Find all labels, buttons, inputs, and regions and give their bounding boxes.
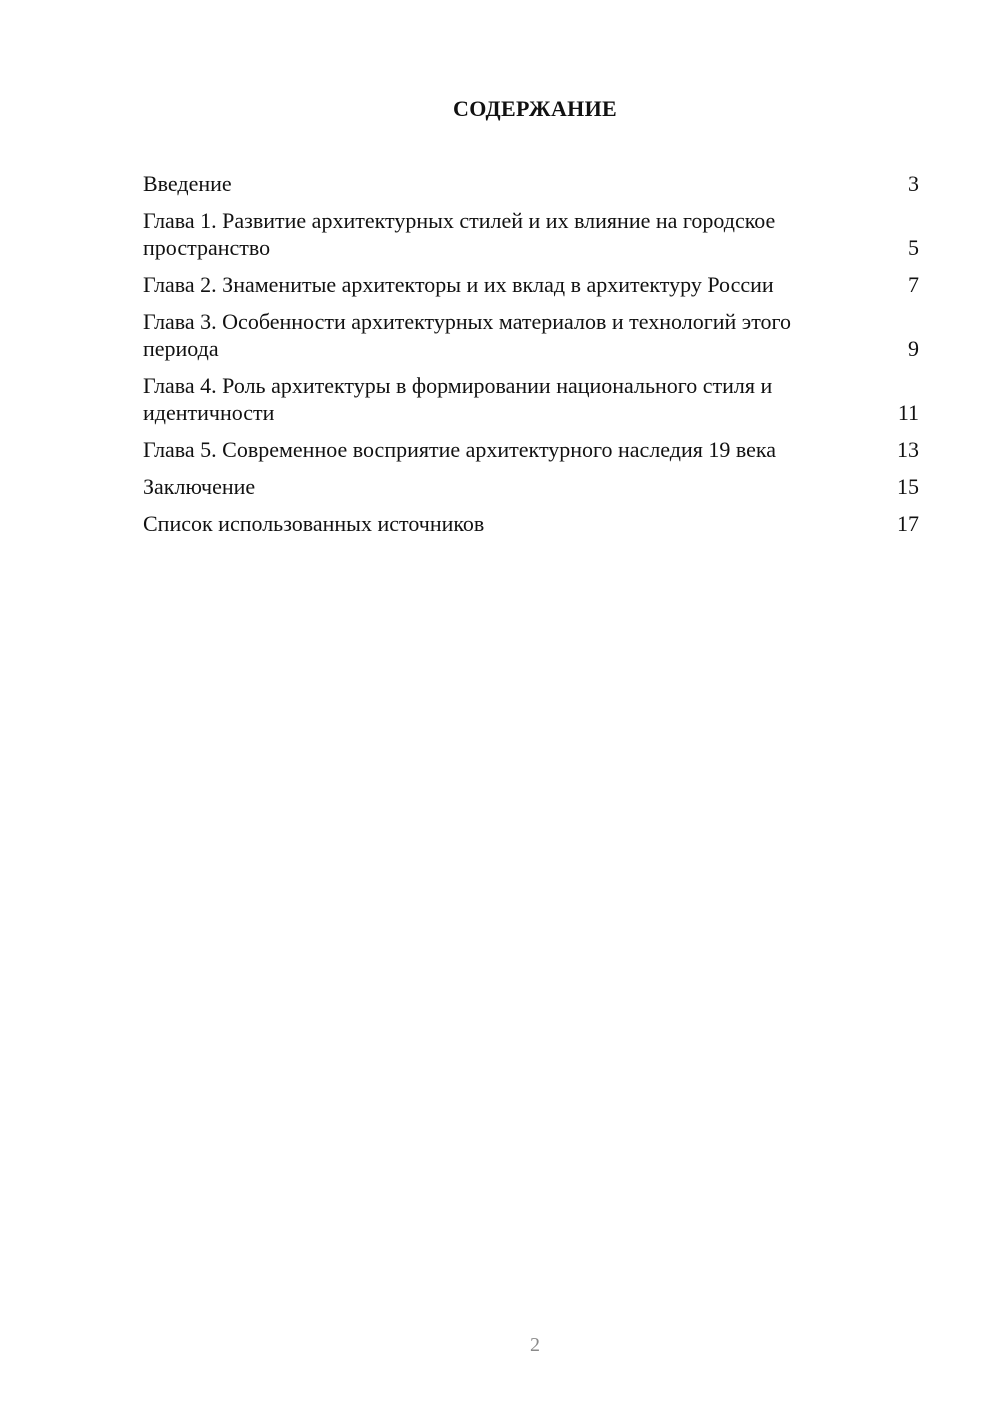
toc-entry-text: Введение [143, 171, 232, 196]
toc-entry-text: Глава 5. Современное восприятие архитектурного наследия 19 века [143, 437, 777, 462]
toc-entry-references [143, 510, 919, 537]
table-of-contents [143, 170, 919, 547]
page-number: 2 [530, 1334, 540, 1356]
toc-entry-text: Заключение [143, 474, 256, 499]
toc-entry-chapter-2 [143, 271, 919, 298]
toc-entry-text: Глава 1. Развитие архитектурных стилей и их влияние на городское пространство [143, 208, 776, 260]
toc-entry-page: 15 [897, 474, 919, 499]
toc-entry-introduction [143, 170, 919, 197]
toc-entry-chapter-4 [143, 372, 919, 426]
toc-entry-chapter-1 [143, 207, 919, 261]
toc-entry-conclusion [143, 473, 919, 500]
toc-entry-chapter-3 [143, 308, 919, 362]
toc-entry-page: 3 [908, 171, 919, 196]
toc-entry-page: 5 [908, 235, 919, 260]
toc-entry-page: 17 [897, 511, 919, 536]
toc-entry-page: 11 [897, 400, 919, 425]
page-title: СОДЕРЖАНИЕ [453, 96, 617, 121]
toc-entry-page: 13 [897, 437, 919, 462]
toc-entry-text: Глава 4. Роль архитектуры в формировании национального стиля и идентичности [143, 373, 773, 425]
toc-entry-chapter-5 [143, 436, 919, 463]
toc-entry-text: Глава 3. Особенности архитектурных материалов и технологий этого периода [143, 309, 792, 361]
toc-entry-page: 7 [908, 272, 919, 297]
toc-entry-text: Глава 2. Знаменитые архитекторы и их вклад в архитектуру России [143, 272, 774, 297]
toc-entry-text: Список использованных источников [143, 511, 485, 536]
toc-entry-page: 9 [908, 336, 919, 361]
